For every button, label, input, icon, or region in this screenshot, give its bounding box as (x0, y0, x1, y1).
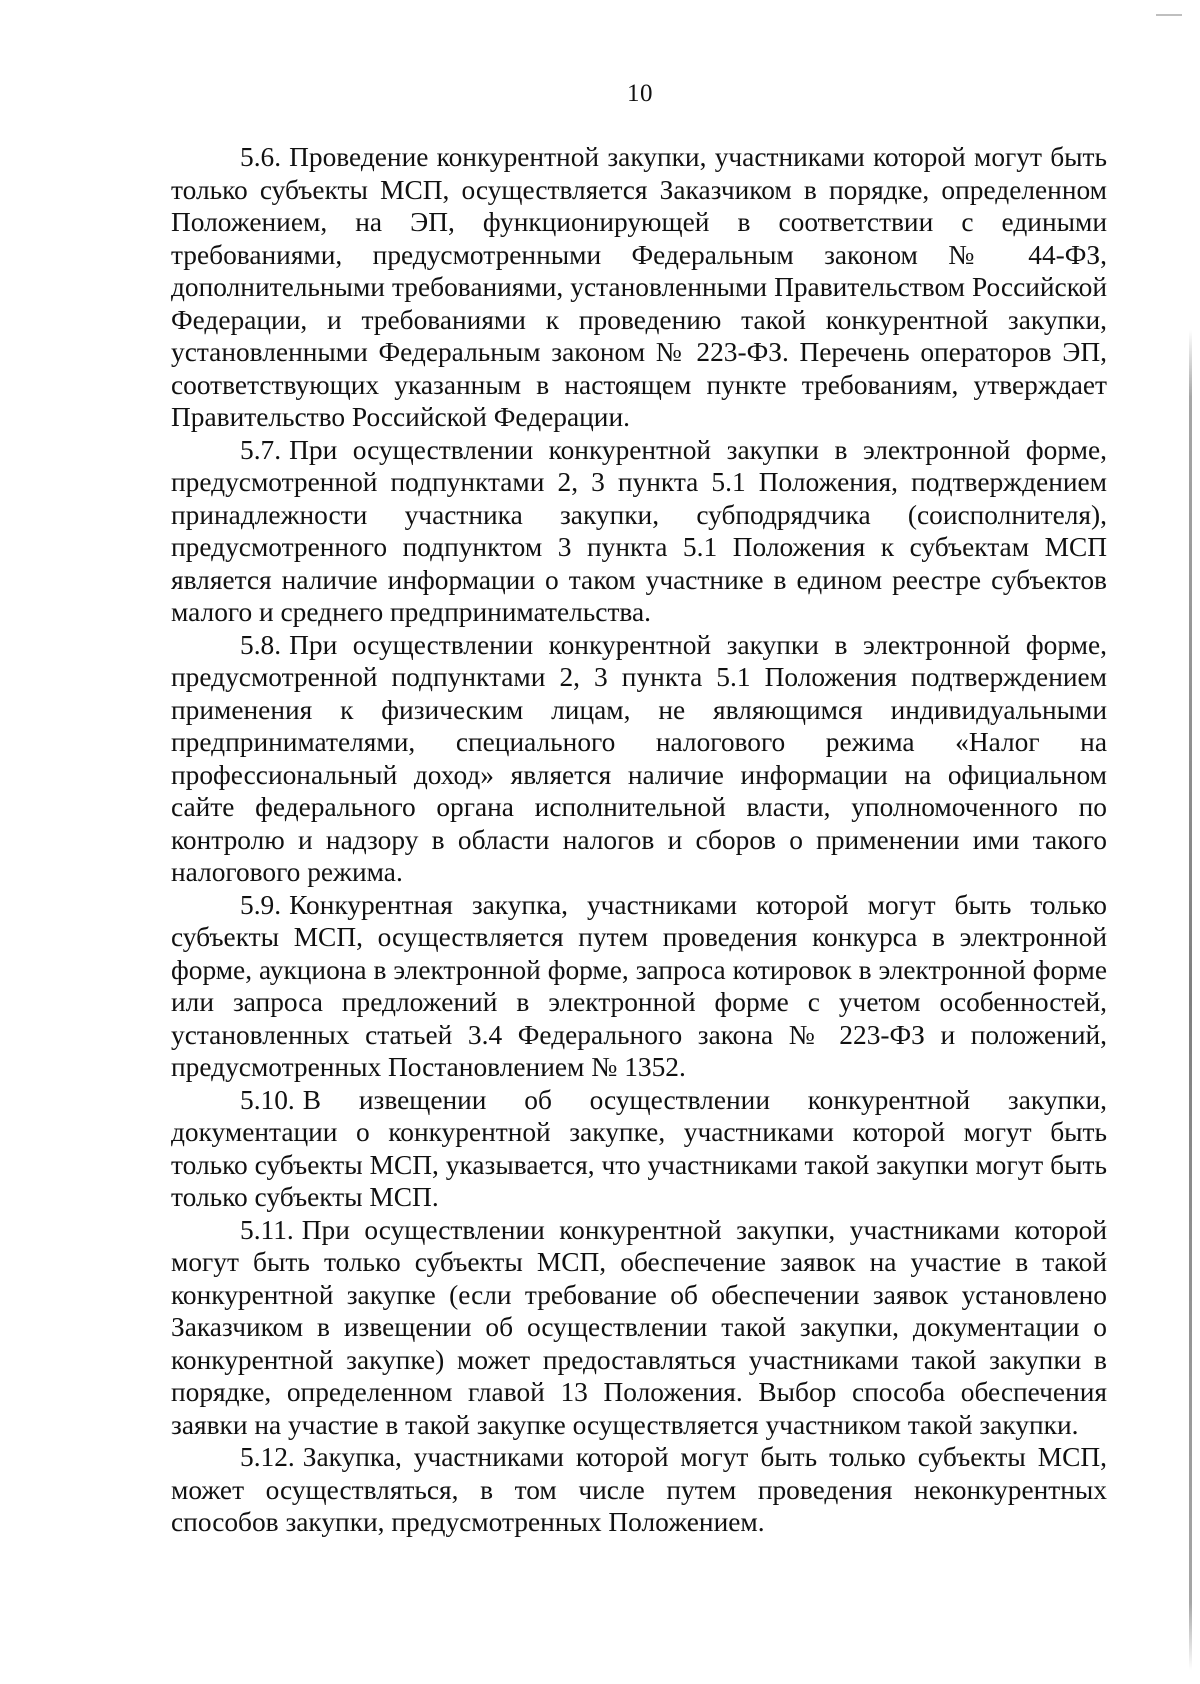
paragraph-5-7 (171, 434, 1107, 629)
scan-edge-shadow (1189, 330, 1192, 1670)
paragraph-text: Проведение конкурентной закупки, участниками которой могут быть только субъекты МСП, осуществляется Заказчиком в порядке, определенном Положением, на ЭП, функционирующей в соответствии с едиными требованиями, предусмотренными Федеральным законом № 44-ФЗ, дополнительными требованиями, установленными Правительством Российской Федерации, и требованиями к проведению такой конкурентной закупки, установленными Федеральным законом № 223-ФЗ. Перечень операторов ЭП, соответствующих указанным в настоящем пункте требованиям, утверждает Правительство Российской Федерации. (171, 142, 1107, 432)
paragraph-5-9 (171, 889, 1107, 1084)
paragraph-5-8 (171, 629, 1107, 889)
paragraph-number: 5.7. (240, 434, 282, 465)
document-body (171, 141, 1107, 1539)
paragraph-number: 5.11. (240, 1214, 294, 1245)
paragraph-number: 5.12. (240, 1442, 295, 1472)
paragraph-5-10 (171, 1084, 1107, 1214)
paragraph-number: 5.6. (240, 142, 282, 172)
paragraph-number: 5.9. (240, 889, 282, 920)
paragraph-text: В извещении об осуществлении конкурентной закупки, документации о конкурентной закупке, участниками которой могут быть только субъекты МСП, указывается, что участниками такой закупки могут быть только субъекты МСП. (171, 1084, 1107, 1212)
paragraph-text: При осуществлении конкурентной закупки, участниками которой могут быть только субъекты МСП, обеспечение заявок на участие в такой конкурентной закупке (если требование об обеспечении заявок установлено Заказчиком в извещении об осуществлении такой закупки, документации о конкурентной закупке) может предоставляться участниками такой закупки в порядке, определенном главой 13 Положения. Выбор способа обеспечения заявки на участие в такой закупке осуществляется участником такой закупки. (171, 1214, 1107, 1440)
paragraph-text: При осуществлении конкурентной закупки в электронной форме, предусмотренной подпунктами 2, 3 пункта 5.1 Положения, подтверждением принадлежности участника закупки, субподрядчика (соисполнителя), предусмотренного подпунктом 3 пункта 5.1 Положения к субъектам МСП является наличие информации о таком участнике в едином реестре субъектов малого и среднего предпринимательства. (171, 434, 1107, 627)
paragraph-text: Закупка, участниками которой могут быть только субъекты МСП, может осуществляться, в том числе путем проведения неконкурентных способов закупки, предусмотренных Положением. (171, 1442, 1107, 1537)
paragraph-5-12 (171, 1441, 1107, 1539)
paragraph-5-11 (171, 1214, 1107, 1442)
paragraph-text: Конкурентная закупка, участниками которой могут быть только субъекты МСП, осуществляется путем проведения конкурса в электронной форме, аукциона в электронной форме, запроса котировок в электронной форме или запроса предложений в электронной форме с учетом особенностей, установленных статьей 3.4 Федерального закона № 223-ФЗ и положений, предусмотренных Постановлением № 1352. (171, 889, 1107, 1082)
paragraph-number: 5.10. (240, 1084, 295, 1115)
paragraph-number: 5.8. (240, 629, 282, 660)
scan-artifact-mark (1156, 14, 1182, 16)
paragraph-text: При осуществлении конкурентной закупки в электронной форме, предусмотренной подпунктами 2, 3 пункта 5.1 Положения подтверждением применения к физическим лицам, не являющимся индивидуальными предпринимателями, специального налогового режима «Налог на профессиональный доход» является наличие информации на официальном сайте федерального органа исполнительной власти, уполномоченного по контролю и надзору в области налогов и сборов о применении ими такого налогового режима. (171, 629, 1107, 887)
paragraph-5-6 (171, 141, 1107, 434)
page-number: 10 (627, 80, 653, 107)
